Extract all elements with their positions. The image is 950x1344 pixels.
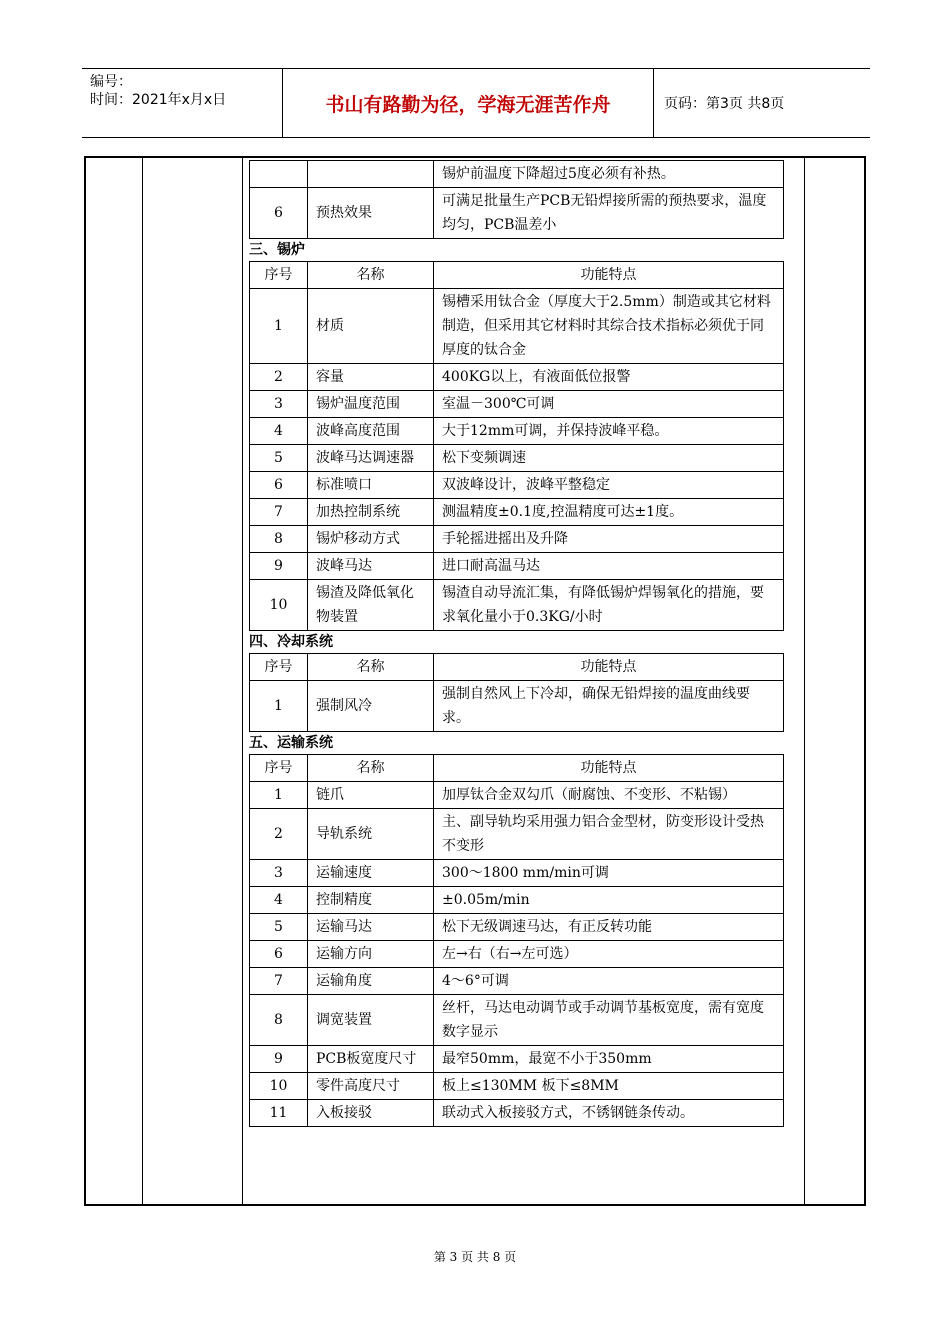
page-header bbox=[82, 68, 870, 138]
row-number: 5 bbox=[250, 914, 308, 941]
section-table bbox=[249, 653, 784, 732]
row-number: 8 bbox=[250, 995, 308, 1046]
row-name: 控制精度 bbox=[308, 887, 434, 914]
column-header: 功能特点 bbox=[434, 654, 784, 681]
row-feature: 室温－300℃可调 bbox=[434, 391, 784, 418]
table-row bbox=[250, 681, 784, 732]
row-name: 调宽装置 bbox=[308, 995, 434, 1046]
row-number: 1 bbox=[250, 782, 308, 809]
row-name: 波峰马达调速器 bbox=[308, 445, 434, 472]
row-name: 锡炉移动方式 bbox=[308, 526, 434, 553]
row-number: 6 bbox=[250, 188, 308, 239]
row-feature: ±0.05m/min bbox=[434, 887, 784, 914]
section-title: 三、锡炉 bbox=[249, 242, 305, 258]
header-motto-cell bbox=[282, 69, 654, 137]
row-number: 2 bbox=[250, 364, 308, 391]
row-feature: 双波峰设计，波峰平整稳定 bbox=[434, 472, 784, 499]
row-name: 材质 bbox=[308, 289, 434, 364]
row-feature: 松下变频调速 bbox=[434, 445, 784, 472]
row-number: 1 bbox=[250, 681, 308, 732]
row-name: 运输速度 bbox=[308, 860, 434, 887]
row-number: 9 bbox=[250, 1046, 308, 1073]
row-name bbox=[308, 161, 434, 188]
row-feature: 可满足批量生产PCB无铅焊接所需的预热要求，温度均匀，PCB温差小 bbox=[434, 188, 784, 239]
row-feature: 最窄50mm，最宽不小于350mm bbox=[434, 1046, 784, 1073]
page-footer: 第 3 页 共 8 页 bbox=[433, 1250, 517, 1264]
row-name: 运输马达 bbox=[308, 914, 434, 941]
row-number: 10 bbox=[250, 580, 308, 631]
intro-table bbox=[249, 160, 784, 239]
row-number: 9 bbox=[250, 553, 308, 580]
table-row bbox=[250, 553, 784, 580]
table-row bbox=[250, 364, 784, 391]
table-row bbox=[250, 445, 784, 472]
row-feature: 锡槽采用钛合金（厚度大于2.5mm）制造或其它材料制造，但采用其它材料时其综合技术指标必须优于同厚度的钛合金 bbox=[434, 289, 784, 364]
table-row bbox=[250, 472, 784, 499]
row-number: 7 bbox=[250, 499, 308, 526]
column-header: 序号 bbox=[250, 755, 308, 782]
row-feature: 左→右（右→左可选） bbox=[434, 941, 784, 968]
row-number: 3 bbox=[250, 391, 308, 418]
row-feature: 4～6°可调 bbox=[434, 968, 784, 995]
table-header-row bbox=[250, 262, 784, 289]
row-number: 7 bbox=[250, 968, 308, 995]
frame-divider bbox=[804, 158, 805, 1204]
column-header: 功能特点 bbox=[434, 755, 784, 782]
table-row bbox=[250, 580, 784, 631]
row-feature: 手轮摇进摇出及升降 bbox=[434, 526, 784, 553]
row-feature: 丝杆，马达电动调节或手动调节基板宽度，需有宽度数字显示 bbox=[434, 995, 784, 1046]
table-row bbox=[250, 1046, 784, 1073]
table-row bbox=[250, 968, 784, 995]
table-row bbox=[250, 1100, 784, 1127]
row-name: 导轨系统 bbox=[308, 809, 434, 860]
row-number: 8 bbox=[250, 526, 308, 553]
column-header: 名称 bbox=[308, 654, 434, 681]
table-row bbox=[250, 499, 784, 526]
row-feature: 联动式入板接驳方式，不锈钢链条传动。 bbox=[434, 1100, 784, 1127]
column-header: 序号 bbox=[250, 654, 308, 681]
row-number: 3 bbox=[250, 860, 308, 887]
table-row bbox=[250, 941, 784, 968]
row-name: 标准喷口 bbox=[308, 472, 434, 499]
row-number: 5 bbox=[250, 445, 308, 472]
table-row bbox=[250, 809, 784, 860]
frame-divider bbox=[142, 158, 143, 1204]
column-header: 名称 bbox=[308, 755, 434, 782]
row-number: 4 bbox=[250, 887, 308, 914]
table-header-row bbox=[250, 654, 784, 681]
column-header: 序号 bbox=[250, 262, 308, 289]
row-feature: 锡渣自动导流汇集，有降低锡炉焊锡氧化的措施，要求氧化量小于0.3KG/小时 bbox=[434, 580, 784, 631]
table-row bbox=[250, 418, 784, 445]
table-row bbox=[250, 860, 784, 887]
row-name: 链爪 bbox=[308, 782, 434, 809]
row-name: 加热控制系统 bbox=[308, 499, 434, 526]
header-motto: 书山有路勤为径，学海无涯苦作舟 bbox=[325, 93, 611, 116]
spec-content bbox=[249, 160, 783, 1127]
row-number: 1 bbox=[250, 289, 308, 364]
table-row bbox=[250, 914, 784, 941]
row-feature: 松下无级调速马达，有正反转功能 bbox=[434, 914, 784, 941]
frame-divider bbox=[242, 158, 243, 1204]
table-row bbox=[250, 1073, 784, 1100]
row-name: PCB板宽度尺寸 bbox=[308, 1046, 434, 1073]
section-table bbox=[249, 261, 784, 631]
row-feature: 锡炉前温度下降超过5度必须有补热。 bbox=[434, 161, 784, 188]
row-name: 入板接驳 bbox=[308, 1100, 434, 1127]
row-number bbox=[250, 161, 308, 188]
row-feature: 测温精度±0.1度,控温精度可达±1度。 bbox=[434, 499, 784, 526]
time-label: 时间：2021年x月x日 bbox=[90, 92, 227, 108]
row-feature: 进口耐高温马达 bbox=[434, 553, 784, 580]
table-row bbox=[250, 995, 784, 1046]
section-table bbox=[249, 754, 784, 1127]
row-name: 容量 bbox=[308, 364, 434, 391]
table-row bbox=[250, 391, 784, 418]
column-header: 功能特点 bbox=[434, 262, 784, 289]
row-feature: 300～1800 mm/min可调 bbox=[434, 860, 784, 887]
row-name: 锡炉温度范围 bbox=[308, 391, 434, 418]
row-name: 零件高度尺寸 bbox=[308, 1073, 434, 1100]
row-number: 4 bbox=[250, 418, 308, 445]
page-info: 页码：第3页 共8页 bbox=[664, 96, 785, 112]
row-number: 11 bbox=[250, 1100, 308, 1127]
table-row bbox=[250, 161, 784, 188]
row-name: 运输方向 bbox=[308, 941, 434, 968]
table-row bbox=[250, 887, 784, 914]
row-feature: 加厚钛合金双勾爪（耐腐蚀、不变形、不粘锡） bbox=[434, 782, 784, 809]
row-name: 波峰高度范围 bbox=[308, 418, 434, 445]
row-number: 6 bbox=[250, 941, 308, 968]
row-name: 运输角度 bbox=[308, 968, 434, 995]
row-feature: 主、副导轨均采用强力铝合金型材，防变形设计受热不变形 bbox=[434, 809, 784, 860]
number-label: 编号： bbox=[90, 74, 132, 90]
row-number: 6 bbox=[250, 472, 308, 499]
sections-container bbox=[249, 239, 783, 1127]
row-number: 2 bbox=[250, 809, 308, 860]
table-row bbox=[250, 188, 784, 239]
column-header: 名称 bbox=[308, 262, 434, 289]
section-title: 五、运输系统 bbox=[249, 735, 333, 751]
row-name: 强制风冷 bbox=[308, 681, 434, 732]
row-feature: 强制自然风上下冷却，确保无铅焊接的温度曲线要求。 bbox=[434, 681, 784, 732]
row-feature: 400KG以上，有液面低位报警 bbox=[434, 364, 784, 391]
row-name: 波峰马达 bbox=[308, 553, 434, 580]
row-name: 预热效果 bbox=[308, 188, 434, 239]
section-title: 四、冷却系统 bbox=[249, 634, 333, 650]
table-row bbox=[250, 782, 784, 809]
table-row bbox=[250, 526, 784, 553]
row-name: 锡渣及降低氧化物装置 bbox=[308, 580, 434, 631]
row-number: 10 bbox=[250, 1073, 308, 1100]
table-header-row bbox=[250, 755, 784, 782]
row-feature: 大于12mm可调，并保持波峰平稳。 bbox=[434, 418, 784, 445]
table-row bbox=[250, 289, 784, 364]
row-feature: 板上≤130MM 板下≤8MM bbox=[434, 1073, 784, 1100]
header-meta bbox=[82, 69, 282, 137]
